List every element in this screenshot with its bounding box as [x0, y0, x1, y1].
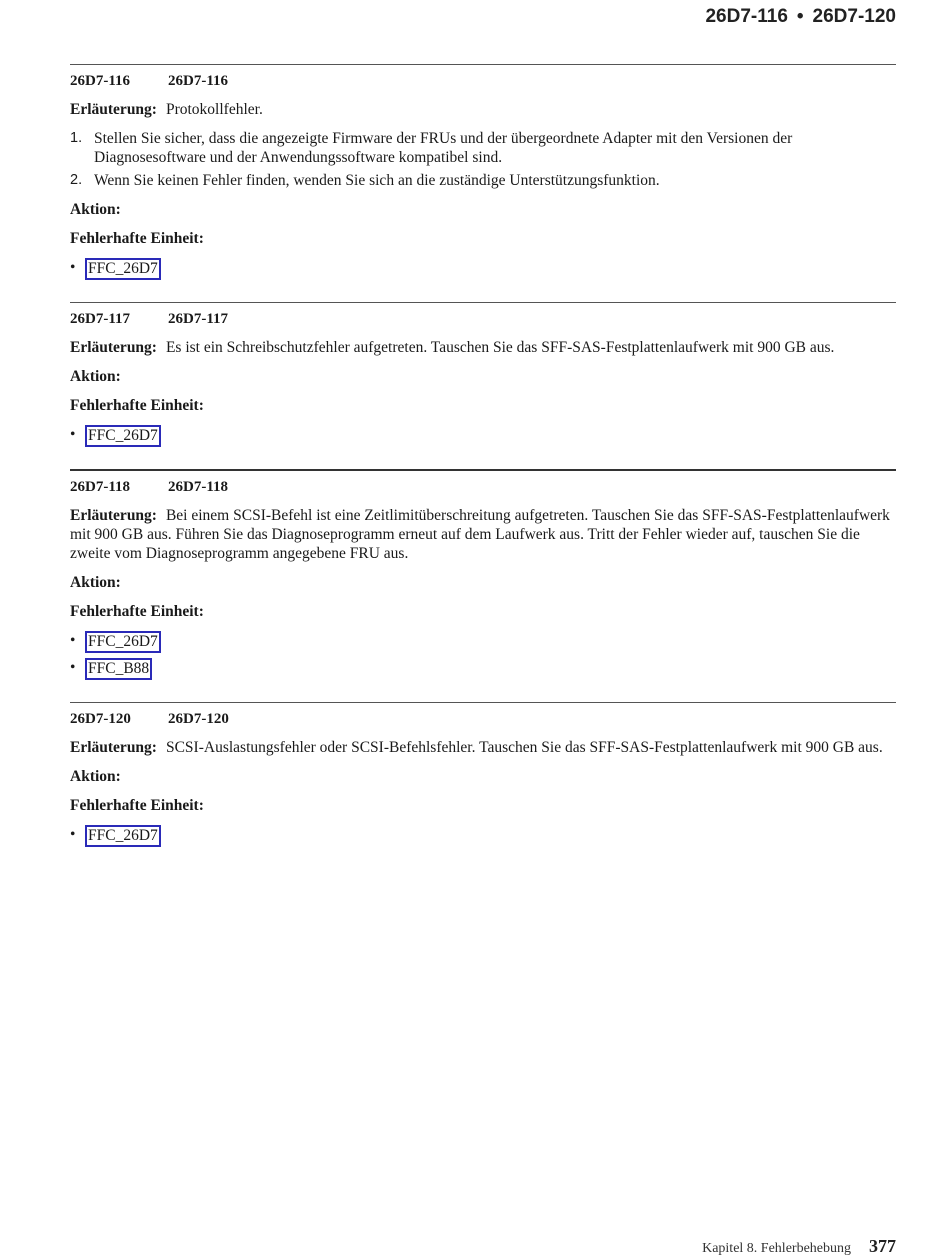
explanation	[70, 100, 896, 119]
fru-list-item	[70, 258, 896, 280]
action-label: Aktion:	[70, 574, 121, 591]
failing-unit-label: Fehlerhafte Einheit:	[70, 230, 204, 247]
procedure-steps	[70, 129, 896, 190]
explanation-text: Protokollfehler.	[165, 101, 263, 118]
error-entry-26d7-120	[70, 702, 896, 847]
error-code: 26D7-120	[70, 711, 131, 727]
error-code-row	[70, 310, 896, 329]
error-code: 26D7-118	[70, 479, 130, 495]
page-number: 377	[869, 1236, 896, 1256]
explanation-label: Erläuterung:	[70, 339, 157, 356]
fru-list-item	[70, 425, 896, 447]
fru-list-item	[70, 825, 896, 847]
fru-list	[70, 825, 896, 847]
step-number: 1.	[70, 130, 83, 146]
action-label: Aktion:	[70, 368, 121, 385]
error-code-row	[70, 478, 896, 497]
step-number: 2.	[70, 172, 83, 188]
failing-unit-label: Fehlerhafte Einheit:	[70, 797, 204, 814]
error-entry-26d7-117	[70, 302, 896, 447]
error-code-row	[70, 710, 896, 729]
page-footer	[702, 1236, 896, 1257]
explanation-text: SCSI-Auslastungsfehler oder SCSI-Befehlsfehler. Tauschen Sie das SFF-SAS-Festplattenlaufwerk mit 900 GB aus.	[165, 739, 883, 756]
action-label: Aktion:	[70, 768, 121, 785]
error-code: 26D7-117	[70, 311, 130, 327]
fru-link-ffc-26d7[interactable]: FFC_26D7	[85, 631, 161, 653]
step-text: Stellen Sie sicher, dass die angezeigte Firmware der FRUs und der übergeordnete Adapter mit den Versionen der Diagnosesoftware und der Anwendungssoftware kompatibel sind.	[94, 130, 793, 166]
procedure-step	[70, 171, 896, 190]
error-code: 26D7-116	[70, 73, 130, 89]
fru-list	[70, 258, 896, 280]
error-code-secondary: 26D7-117	[168, 311, 228, 327]
fru-list-item	[70, 658, 896, 680]
explanation	[70, 506, 896, 563]
error-entry-26d7-116	[70, 64, 896, 280]
chapter-title: Kapitel 8. Fehlerbehebung	[702, 1241, 851, 1256]
error-code-row	[70, 72, 896, 91]
header-last-code: 26D7-120	[812, 6, 896, 27]
error-code-secondary: 26D7-118	[168, 479, 228, 495]
explanation-text: Es ist ein Schreibschutzfehler aufgetreten. Tauschen Sie das SFF-SAS-Festplattenlaufwerk mit 900 GB aus.	[165, 339, 835, 356]
fru-list	[70, 425, 896, 447]
fru-link-ffc-26d7[interactable]: FFC_26D7	[85, 258, 161, 280]
action-label: Aktion:	[70, 201, 121, 218]
failing-unit-label: Fehlerhafte Einheit:	[70, 397, 204, 414]
header-separator: •	[796, 6, 804, 27]
header-first-code: 26D7-116	[705, 6, 788, 27]
error-code-secondary: 26D7-120	[168, 711, 229, 727]
fru-list	[70, 631, 896, 680]
explanation-text: Bei einem SCSI-Befehl ist eine Zeitlimitüberschreitung aufgetreten. Tauschen Sie das SFF-SAS-Festplattenlaufwerk mit 900 GB aus. Führen Sie das Diagnoseprogramm erneut auf dem Laufwerk aus. Tritt der Fehler wieder auf, tauschen Sie die zweite vom Diagnoseprogramm angegebene FRU aus.	[70, 507, 890, 562]
running-header	[705, 6, 896, 28]
explanation-label: Erläuterung:	[70, 739, 157, 756]
error-code-list	[70, 64, 896, 869]
fru-link-ffc-b88[interactable]: FFC_B88	[85, 658, 152, 680]
failing-unit-label: Fehlerhafte Einheit:	[70, 603, 204, 620]
error-code-secondary: 26D7-116	[168, 73, 228, 89]
step-text: Wenn Sie keinen Fehler finden, wenden Sie sich an die zuständige Unterstützungsfunktion.	[94, 172, 660, 189]
explanation-label: Erläuterung:	[70, 101, 157, 118]
fru-list-item	[70, 631, 896, 653]
error-entry-26d7-118	[70, 469, 896, 680]
explanation	[70, 738, 896, 757]
fru-link-ffc-26d7[interactable]: FFC_26D7	[85, 425, 161, 447]
explanation-label: Erläuterung:	[70, 507, 157, 524]
procedure-step	[70, 129, 896, 167]
explanation	[70, 338, 896, 357]
fru-link-ffc-26d7[interactable]: FFC_26D7	[85, 825, 161, 847]
